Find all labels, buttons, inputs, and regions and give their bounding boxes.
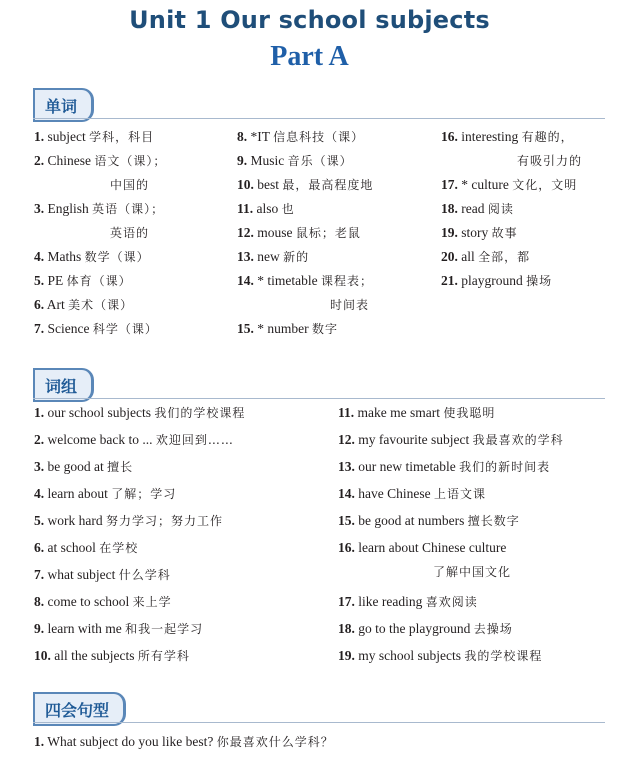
item-chinese: 故事 <box>491 226 518 240</box>
item-english: work hard <box>47 513 103 528</box>
item-chinese: 体育（课） <box>66 274 132 288</box>
item-english: my school subjects <box>358 648 461 663</box>
phrases-item <box>338 512 520 530</box>
item-english: have Chinese <box>358 486 431 501</box>
item-number: 10. <box>34 648 51 663</box>
item-chinese: 和我一起学习 <box>125 622 204 636</box>
item-number: 19. <box>441 225 458 240</box>
section-divider <box>33 118 605 119</box>
item-chinese: 你最喜欢什么学科？ <box>216 735 334 749</box>
words-item <box>441 128 574 146</box>
item-number: 16. <box>441 129 458 144</box>
item-english: Science <box>47 321 90 336</box>
item-english: be good at <box>47 459 104 474</box>
item-chinese: 什么学科 <box>118 568 171 582</box>
item-number: 8. <box>34 594 45 609</box>
item-number: 17. <box>338 594 355 609</box>
item-chinese: 科学（课） <box>92 322 158 336</box>
item-number: 7. <box>34 321 45 336</box>
item-number: 11. <box>338 405 355 420</box>
item-number: 12. <box>237 225 254 240</box>
item-number: 17. <box>441 177 458 192</box>
item-number: 21. <box>441 273 458 288</box>
item-english: English <box>47 201 89 216</box>
item-chinese: 擅长数字 <box>467 514 520 528</box>
item-number: 4. <box>34 486 45 501</box>
item-english: my favourite subject <box>358 432 470 447</box>
item-english: playground <box>461 273 523 288</box>
item-english: interesting <box>461 129 519 144</box>
item-chinese: 操场 <box>526 274 553 288</box>
item-number: 14. <box>338 486 355 501</box>
item-english: our new timetable <box>358 459 456 474</box>
section-heading-words: 单词 <box>33 88 94 122</box>
item-english: Art <box>46 297 65 312</box>
item-chinese: 我最喜欢的学科 <box>472 433 564 447</box>
phrases-item <box>34 566 171 584</box>
sentences-item <box>34 733 334 751</box>
words-item <box>34 152 166 170</box>
item-number: 19. <box>338 648 355 663</box>
item-chinese: 音乐（课） <box>287 154 353 168</box>
phrases-item <box>338 647 542 665</box>
item-number: 1. <box>34 129 45 144</box>
phrases-item <box>338 539 506 557</box>
item-english: at school <box>47 540 96 555</box>
item-english: mouse <box>257 225 293 240</box>
item-number: 1. <box>34 734 45 749</box>
item-number: 2. <box>34 153 45 168</box>
item-english: * number <box>257 321 309 336</box>
item-english: like reading <box>358 594 423 609</box>
item-chinese: 我们的学校课程 <box>154 406 246 420</box>
item-number: 1. <box>34 405 45 420</box>
item-chinese: 新的 <box>283 250 310 264</box>
words-item <box>441 224 518 242</box>
item-number: 15. <box>338 513 355 528</box>
item-number: 14. <box>237 273 254 288</box>
item-chinese-continued: 时间表 <box>330 298 370 312</box>
item-number: 13. <box>237 249 254 264</box>
item-number: 2. <box>34 432 45 447</box>
item-english: learn with me <box>47 621 122 636</box>
item-chinese-continued: 中国的 <box>110 178 150 192</box>
item-chinese: 上语文课 <box>433 487 486 501</box>
item-english: * timetable <box>257 273 318 288</box>
words-item <box>237 320 338 338</box>
phrases-item <box>338 485 486 503</box>
item-chinese: 语文（课）； <box>94 154 167 168</box>
words-item <box>237 248 309 266</box>
item-english: new <box>257 249 280 264</box>
item-chinese: 学科，科目 <box>89 130 155 144</box>
words-item <box>34 320 158 338</box>
item-english: Music <box>250 153 285 168</box>
item-english: best <box>257 177 279 192</box>
item-number: 8. <box>237 129 248 144</box>
section-heading-phrases: 词组 <box>33 368 94 402</box>
item-english: also <box>256 201 279 216</box>
item-chinese: 我们的新时间表 <box>459 460 551 474</box>
item-english: What subject do you like best? <box>47 734 214 749</box>
phrases-item <box>34 593 172 611</box>
item-chinese: 在学校 <box>99 541 139 555</box>
item-english: come to school <box>47 594 130 609</box>
words-item <box>441 176 577 194</box>
item-number: 6. <box>34 540 45 555</box>
words-item <box>237 176 373 194</box>
item-english: *IT <box>250 129 270 144</box>
item-chinese: 喜欢阅读 <box>425 595 478 609</box>
item-number: 10. <box>237 177 254 192</box>
item-number: 18. <box>338 621 355 636</box>
item-number: 5. <box>34 273 45 288</box>
item-chinese: 我的学校课程 <box>464 649 543 663</box>
item-english: read <box>461 201 485 216</box>
item-english: our school subjects <box>47 405 151 420</box>
item-english: subject <box>47 129 86 144</box>
item-english: * culture <box>461 177 509 192</box>
item-number: 20. <box>441 249 458 264</box>
item-chinese: 数学（课） <box>84 250 150 264</box>
item-number: 3. <box>34 201 45 216</box>
phrases-item <box>338 620 513 638</box>
phrases-item <box>338 431 564 449</box>
words-item <box>237 200 295 218</box>
item-number: 5. <box>34 513 45 528</box>
item-english: Maths <box>47 249 82 264</box>
item-chinese: 所有学科 <box>137 649 190 663</box>
item-english: Chinese <box>47 153 91 168</box>
item-number: 12. <box>338 432 355 447</box>
item-number: 6. <box>34 297 45 312</box>
item-chinese: 欢迎回到…… <box>155 433 234 447</box>
phrases-item <box>34 647 190 665</box>
item-english: learn about <box>47 486 108 501</box>
words-item <box>34 248 150 266</box>
phrases-item <box>34 512 223 530</box>
phrases-item <box>338 458 550 476</box>
phrases-item <box>338 593 478 611</box>
item-chinese: 来上学 <box>132 595 172 609</box>
item-chinese: 课程表； <box>320 274 373 288</box>
part-title: Part A <box>270 41 349 72</box>
phrases-item <box>34 485 176 503</box>
item-chinese: 鼠标；老鼠 <box>295 226 361 240</box>
phrases-item <box>34 539 138 557</box>
item-number: 18. <box>441 201 458 216</box>
item-chinese: 擅长 <box>107 460 134 474</box>
phrases-item <box>34 458 133 476</box>
phrases-item <box>34 620 203 638</box>
item-english: all the subjects <box>54 648 135 663</box>
item-english: learn about Chinese culture <box>358 540 507 555</box>
words-item <box>237 224 361 242</box>
phrases-item <box>34 431 234 449</box>
item-chinese: 了解；学习 <box>111 487 177 501</box>
item-number: 9. <box>237 153 248 168</box>
words-item <box>237 152 353 170</box>
words-item <box>34 128 154 146</box>
item-chinese: 美术（课） <box>68 298 134 312</box>
section-heading-sentences: 四会句型 <box>33 692 126 726</box>
item-chinese: 文化，文明 <box>512 178 578 192</box>
item-number: 4. <box>34 249 45 264</box>
words-item <box>237 272 373 290</box>
item-number: 11. <box>237 201 254 216</box>
item-number: 15. <box>237 321 254 336</box>
item-chinese: 英语（课）； <box>92 202 165 216</box>
item-english: what subject <box>47 567 116 582</box>
item-chinese-continued: 有吸引力的 <box>517 154 583 168</box>
section-divider <box>33 398 605 399</box>
item-chinese-continued: 英语的 <box>110 226 150 240</box>
item-chinese: 全部，都 <box>478 250 531 264</box>
item-chinese: 使我聪明 <box>443 406 496 420</box>
words-item <box>34 296 133 314</box>
item-chinese: 阅读 <box>487 202 514 216</box>
section-divider <box>33 722 605 723</box>
item-number: 7. <box>34 567 45 582</box>
item-chinese: 数字 <box>312 322 339 336</box>
phrases-item <box>34 404 245 422</box>
item-chinese-continued: 了解中国文化 <box>433 565 512 579</box>
words-item <box>441 200 514 218</box>
item-english: make me smart <box>357 405 440 420</box>
item-number: 13. <box>338 459 355 474</box>
item-english: story <box>461 225 489 240</box>
words-item <box>34 272 132 290</box>
item-english: PE <box>47 273 64 288</box>
unit-title: Unit 1 Our school subjects <box>129 6 490 34</box>
item-chinese: 也 <box>281 202 295 216</box>
item-chinese: 信息科技（课） <box>273 130 365 144</box>
words-item <box>441 248 530 266</box>
item-number: 3. <box>34 459 45 474</box>
words-item <box>441 272 552 290</box>
phrases-item <box>338 404 495 422</box>
words-item <box>237 128 364 146</box>
item-english: welcome back to ... <box>47 432 153 447</box>
item-chinese: 去操场 <box>473 622 513 636</box>
item-english: all <box>461 249 475 264</box>
item-number: 9. <box>34 621 45 636</box>
item-chinese: 努力学习；努力工作 <box>105 514 223 528</box>
item-english: go to the playground <box>358 621 471 636</box>
words-item <box>34 200 164 218</box>
item-english: be good at numbers <box>358 513 465 528</box>
item-number: 16. <box>338 540 355 555</box>
item-chinese: 有趣的， <box>521 130 574 144</box>
item-chinese: 最，最高程度地 <box>282 178 374 192</box>
